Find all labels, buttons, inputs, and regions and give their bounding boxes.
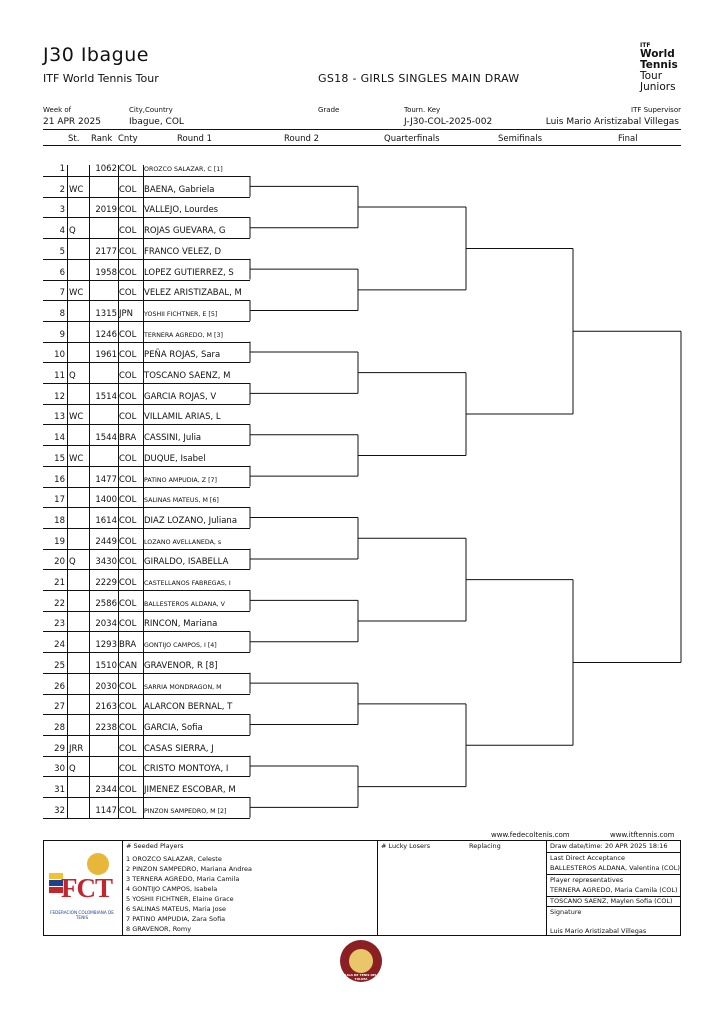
entry-status: Q [69,371,76,381]
player-country: COL [119,453,137,464]
draw-position: 15 [54,453,65,464]
draw-position: 28 [54,722,65,733]
player-country: CAN [119,660,138,671]
fct-letters: FCT [61,873,112,903]
draw-position: 13 [54,412,65,423]
replacing-label: Replacing [469,842,501,850]
col-semifinals: Semifinals [498,134,543,144]
entry-status: WC [69,288,84,299]
draw-position: 26 [54,681,65,692]
entry-status: Q [69,226,76,237]
draw-position: 20 [54,557,65,568]
player-name: YOSHII FICHTNER, E [5] [144,310,218,318]
player-country: COL [119,164,137,174]
col-quarterfinals: Quarterfinals [384,134,440,144]
player-country: BRA [119,640,137,651]
seed-item: 1 OROZCO SALAZAR, Celeste [126,855,222,863]
seed-item: 6 SALINAS MATEUS, Maria Jose [126,905,226,913]
logo-world: World [640,48,675,60]
player-name: CRISTO MONTOYA, I [144,764,229,775]
player-country: COL [119,205,137,216]
player-country: COL [119,288,137,299]
draw-position: 1 [59,164,65,174]
player-name: LOPEZ GUTIERREZ, S [144,267,234,278]
draw-position: 12 [54,391,65,402]
player-rank: 2030 [95,681,117,692]
signer-name: Luis Mario Aristizabal Villegas [550,927,647,935]
entry-status: Q [69,764,76,775]
player-name: SALINAS MATEUS, M [6] [144,497,219,505]
player-country: COL [119,371,137,381]
player-country: COL [119,474,137,485]
fedecol-website[interactable]: www.fedecoltenis.com [491,831,570,839]
player-name: VALLEJO, Lourdes [144,205,219,216]
player-name: ROJAS GUEVARA, G [144,226,226,237]
player-name: CASTELLANOS FABREGAS, I [144,580,231,587]
draw-position: 16 [54,474,65,485]
player-country: COL [119,246,137,257]
player-name: PEÑA ROJAS, Sara [144,350,221,361]
seeded-list [126,854,252,934]
draw-position: 3 [59,205,65,216]
player-name: CASAS SIERRA, J [144,743,214,754]
player-country: COL [119,391,137,402]
player-country: COL [119,226,137,237]
signature-label: Signature [550,908,582,916]
player-name: VILLAMIL ARIAS, L [144,412,221,423]
event-title: GS18 - GIRLS SINGLES MAIN DRAW [318,72,520,85]
draw-position: 14 [54,433,65,444]
draw-position: 21 [54,578,65,588]
player-name: PINZON SAMPEDRO, M [2] [144,807,227,815]
player-name: GONTIJO CAMPOS, I [4] [144,642,217,650]
logo-tour: Tour [640,70,663,82]
player-name: CASSINI, Julia [144,433,202,444]
representative-1: TERNERA AGREDO, Maria Camila (COL) [550,886,678,894]
tourn-key-label: Tourn. Key [404,106,441,114]
lda-title: Last Direct Acceptance [550,854,625,862]
player-country: COL [119,805,137,816]
player-name: JIMENEZ ESCOBAR, M [144,785,236,795]
player-rank: 1293 [95,640,117,651]
draw-position: 4 [59,226,65,237]
draw-position: 19 [54,536,65,547]
lucky-losers-title: # Lucky Losers [381,842,431,850]
player-country: COL [119,598,137,609]
player-country: COL [119,412,137,423]
draw-position: 29 [54,743,65,754]
player-rank: 2238 [95,722,117,733]
player-rank: 2163 [95,702,117,713]
player-rank: 1614 [95,515,117,526]
draw-position: 24 [54,640,65,651]
player-name: BALLESTEROS ALDANA, V [144,600,225,608]
representative-2: TOSCANO SAENZ, Maylen Sofia (COL) [550,897,673,905]
player-rank: 2177 [95,246,117,257]
entry-status: WC [69,412,84,423]
supervisor-label: ITF Supervisor [631,106,681,114]
player-rank: 2449 [95,536,117,547]
representatives-title: Player representatives [550,876,624,884]
player-name: DIAZ LOZANO, Juliana [144,515,238,526]
player-name: BAENA, Gabriela [144,184,215,195]
player-rank: 1400 [95,495,117,506]
seed-item: 2 PINZON SAMPEDRO, Mariana Andrea [126,865,252,873]
player-country: JPN [119,308,133,319]
col-cnty: Cnty [118,134,138,144]
liga-emblem-icon [349,949,373,973]
player-name: RINCON, Mariana [144,619,218,630]
logo-tennis: Tennis [640,59,678,71]
draw-position: 9 [59,329,65,340]
city-value: Ibague, COL [129,117,184,127]
player-country: COL [119,350,137,361]
player-name: VELEZ ARISTIZABAL, M [144,288,242,299]
seed-item: 4 GONTIJO CAMPOS, Isabela [126,885,218,893]
player-name: OROZCO SALAZAR, C [1] [144,166,223,173]
player-rank: 1477 [95,474,117,485]
player-rank: 2034 [95,619,117,630]
draw-date: Draw date/time: 20 APR 2025 18:16 [550,842,668,850]
player-rank: 1062 [95,164,117,174]
page-title: J30 Ibague [43,44,149,66]
entry-status: JRR [69,743,84,754]
player-rank: 2344 [95,785,117,795]
player-rank: 1246 [95,329,117,340]
seed-item: 7 PATINO AMPUDIA, Zara Sofia [126,915,226,923]
entry-status: WC [69,453,84,464]
week-value: 21 APR 2025 [43,117,101,127]
col-final: Final [618,134,638,144]
liga-caption: LIGA DE TENIS DEL TOLIMA [345,973,377,981]
player-name: TERNERA AGREDO, M [3] [144,331,223,339]
player-rank: 1147 [95,805,117,816]
draw-position: 2 [59,184,65,195]
player-country: COL [119,515,137,526]
player-rank: 2229 [95,578,117,588]
seed-item: 3 TERNERA AGREDO, Maria Camila [126,875,240,883]
player-country: COL [119,557,137,568]
player-country: COL [119,743,137,754]
draw-position: 10 [54,350,65,361]
draw-position: 25 [54,660,65,671]
lda-value: BALLESTEROS ALDANA, Valentina (COL) [550,864,680,872]
player-country: COL [119,785,137,795]
player-rank: 1514 [95,391,117,402]
col-round1: Round 1 [177,134,213,144]
player-country: COL [119,536,137,547]
player-name: SARRIA MONDRAGON, M [144,683,222,691]
grade-label: Grade [318,106,340,114]
player-name: GARCIA, Sofia [144,722,203,733]
footer-divider [377,841,378,935]
col-round2: Round 2 [284,134,320,144]
player-country: COL [119,184,137,195]
player-country: COL [119,702,137,713]
footer-divider [546,841,547,935]
player-country: COL [119,495,137,506]
entry-status: Q [69,557,76,568]
player-rank: 2019 [95,205,117,216]
player-rank: 1544 [95,433,117,444]
supervisor-value: Luis Mario Aristizabal Villegas [545,117,679,127]
draw-position: 5 [59,246,65,257]
draw-position: 31 [54,785,65,795]
draw-position: 27 [54,702,65,713]
seed-item: 8 GRAVENOR, Romy [126,925,192,933]
week-label: Week of [43,106,72,114]
player-country: COL [119,764,137,775]
draw-position: 18 [54,515,65,526]
liga-tolima-logo [340,940,382,982]
player-country: COL [119,578,137,588]
logo-itf: ITF [640,42,651,49]
draw-position: 11 [54,371,65,381]
player-country: BRA [119,433,137,444]
draw-position: 30 [54,764,65,775]
seeded-title: # Seeded Players [126,842,184,850]
draw-position: 6 [59,267,65,278]
player-rank: 1958 [95,267,117,278]
col-rank: Rank [91,134,113,144]
player-name: LOZANO AVELLANEDA, s [144,538,222,546]
tourn-key-value: J-J30-COL-2025-002 [404,117,493,127]
player-rank: 1510 [95,660,117,671]
player-name: GARCIA ROJAS, V [144,391,217,402]
fct-logo [47,853,117,929]
player-rank: 1961 [95,350,117,361]
player-name: GIRALDO, ISABELLA [144,557,229,568]
entry-status: WC [69,184,84,195]
player-country: COL [119,267,137,278]
draw-position: 8 [59,308,65,319]
tour-subtitle: ITF World Tennis Tour [43,72,159,85]
draw-position: 22 [54,598,65,609]
player-country: COL [119,681,137,692]
col-st: St. [68,134,80,144]
player-name: ALARCON BERNAL, T [144,702,233,713]
player-name: GRAVENOR, R [8] [144,660,218,671]
draw-position: 32 [54,805,65,816]
footer-divider [122,841,123,935]
city-label: City,Country [129,106,173,114]
player-name: FRANCO VELEZ, D [144,246,222,257]
player-name: DUQUE, Isabel [144,453,206,464]
player-name: TOSCANO SAENZ, M [144,371,231,381]
itf-website[interactable]: www.itftennis.com [610,831,675,839]
tennis-ball-icon [87,853,109,875]
player-rank: 2586 [95,598,117,609]
player-country: COL [119,329,137,340]
draw-position: 17 [54,495,65,506]
player-country: COL [119,619,137,630]
draw-position: 23 [54,619,65,630]
player-country: COL [119,722,137,733]
draw-position: 7 [59,288,65,299]
player-rank: 3430 [95,557,117,568]
player-rank: 1315 [95,308,117,319]
seed-item: 5 YOSHII FICHTNER, Elaine Grace [126,895,234,903]
logo-juniors: Juniors [640,81,676,93]
footer-panel [43,840,681,936]
fct-caption: FEDERACION COLOMBIANA DE TENIS [50,910,114,920]
player-name: PATINO AMPUDIA, Z [7] [144,476,217,484]
